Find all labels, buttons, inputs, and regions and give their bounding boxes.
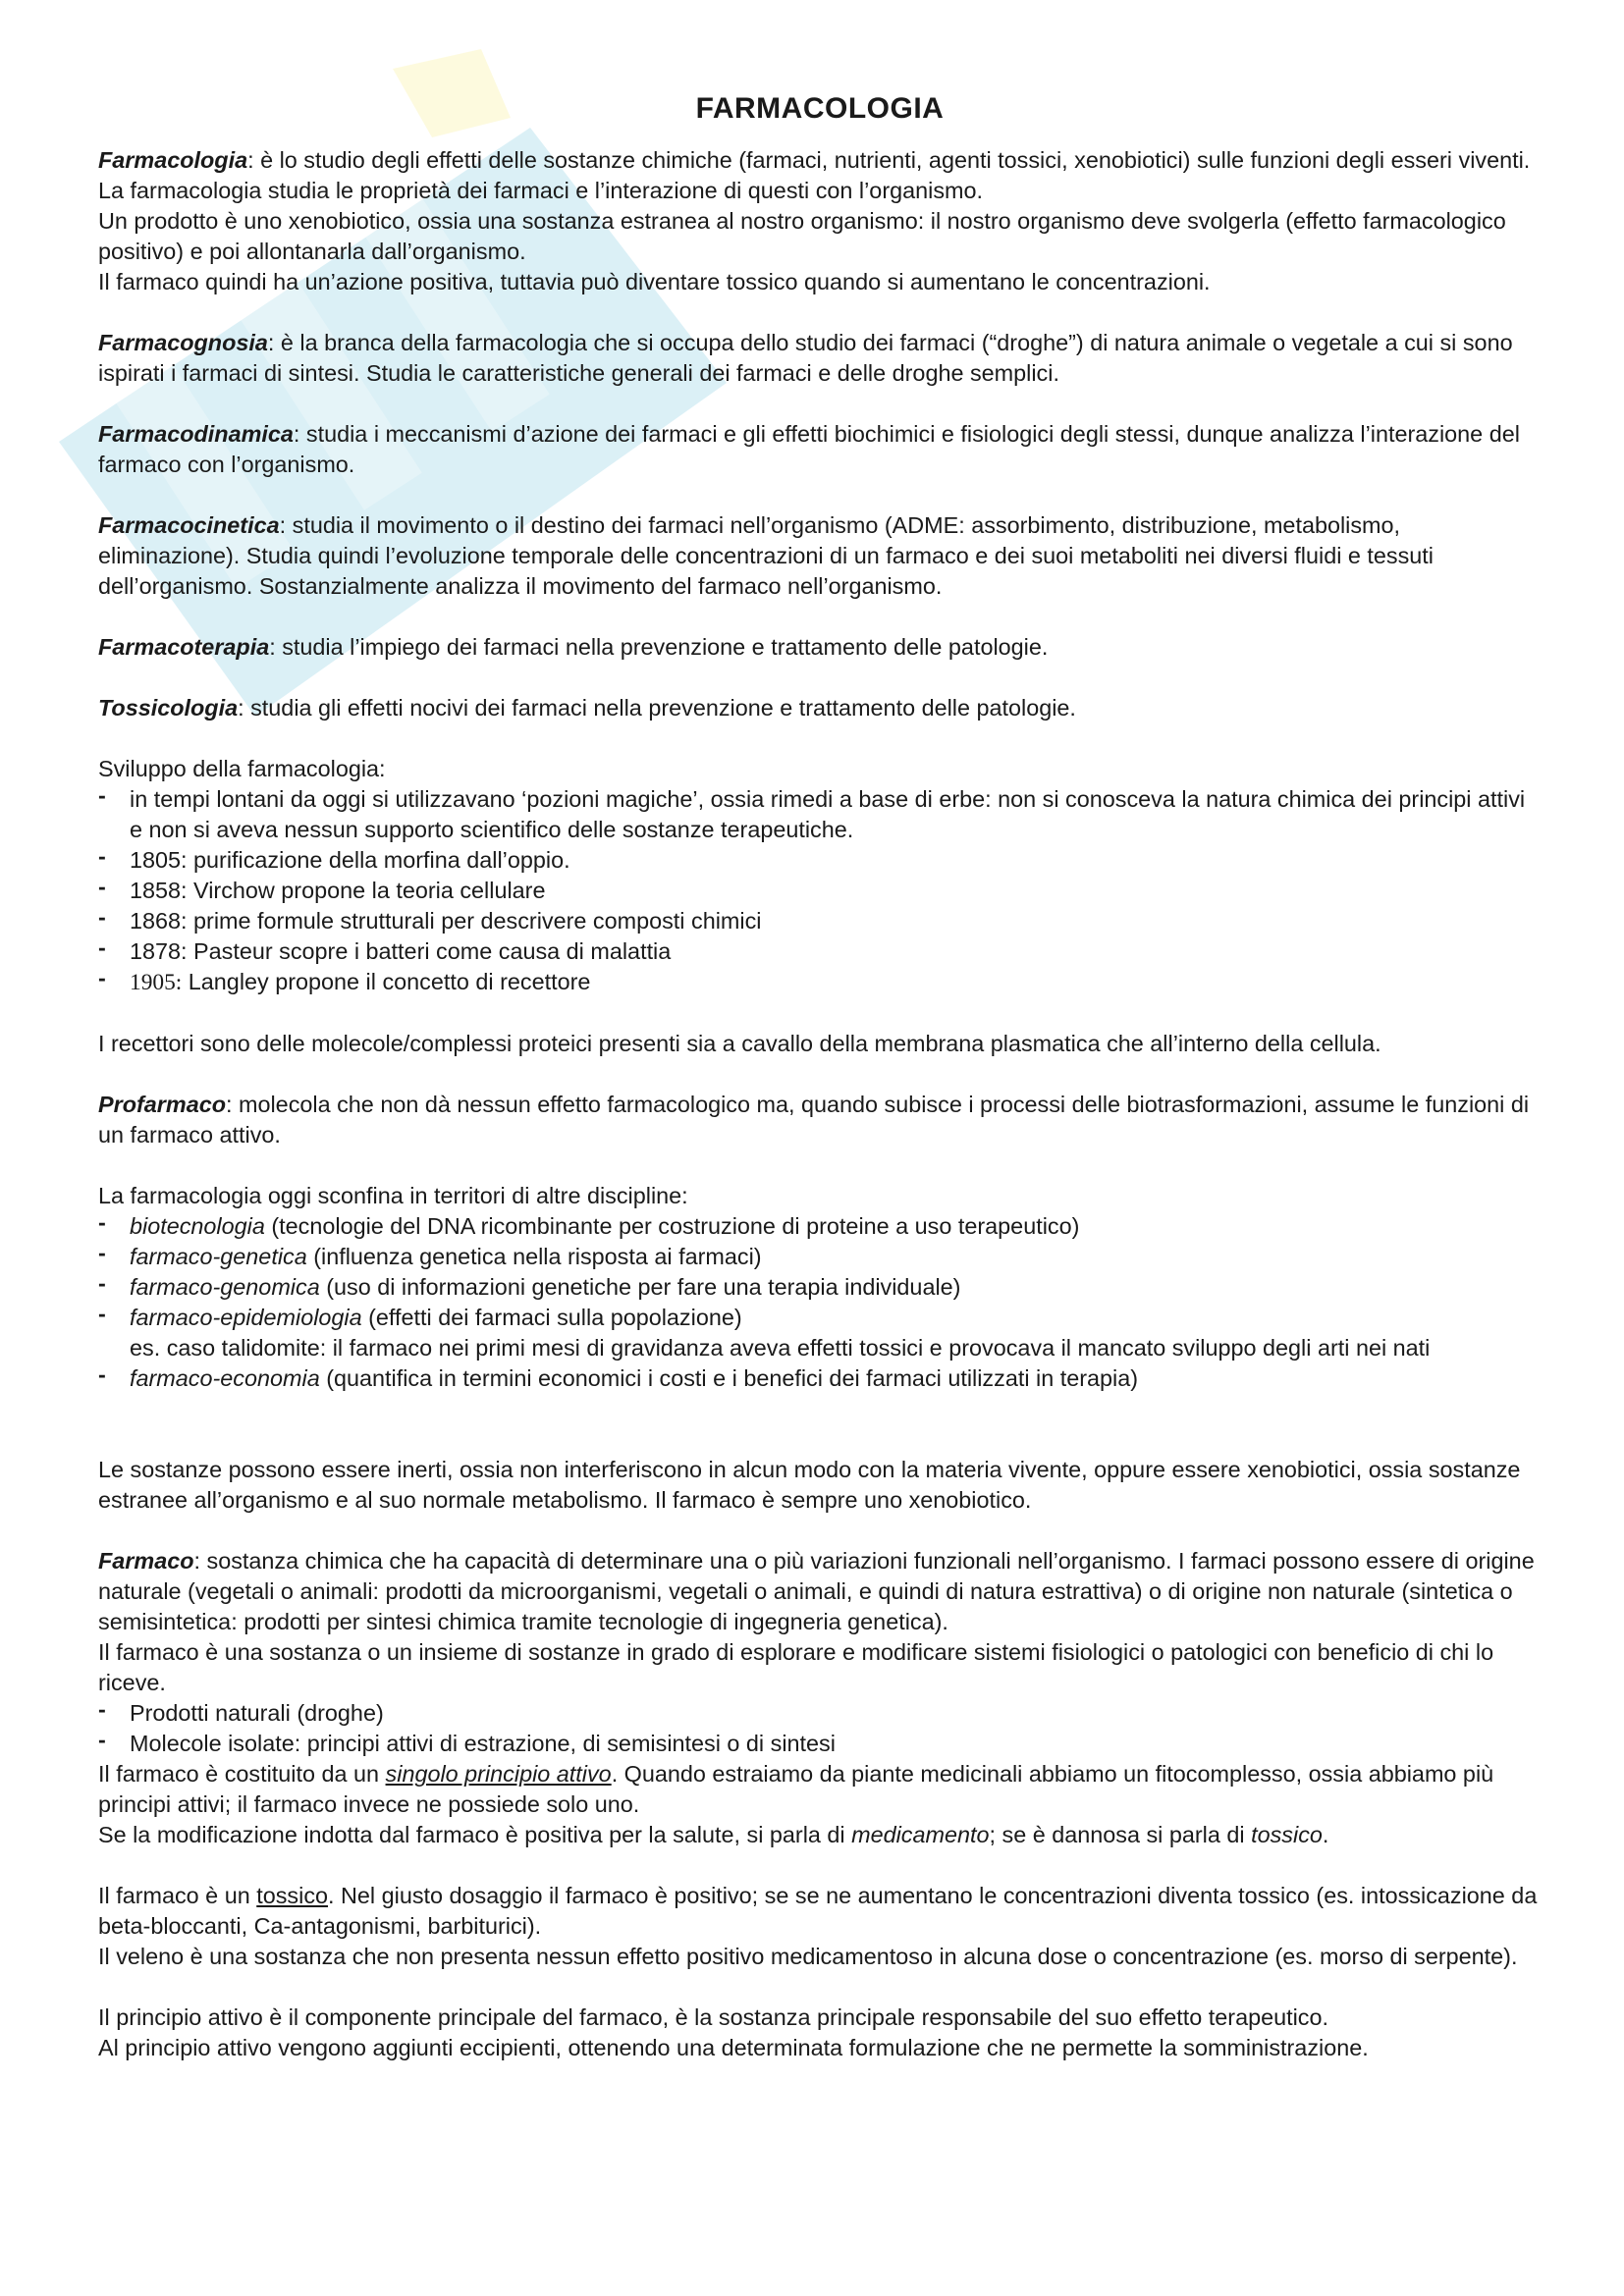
list-item bbox=[98, 1363, 1542, 1394]
talidomide-example: es. caso talidomite: il farmaco nei primi mesi di gravidanza aveva effetti tossici e provocava il mancato sviluppo degli arti nei nati bbox=[130, 1335, 1431, 1361]
principio-line2: Al principio attivo vengono aggiunti eccipienti, ottenendo una determinata formulazione che ne permette la somministrazione. bbox=[98, 2035, 1369, 2060]
section-farmacoterapia bbox=[98, 632, 1542, 663]
page-title: FARMACOLOGIA bbox=[695, 92, 945, 125]
tossico-a: Il farmaco è un bbox=[98, 1883, 257, 1908]
singolo-principio-attivo: singolo principio attivo bbox=[385, 1761, 612, 1787]
list-item bbox=[98, 1211, 1542, 1242]
list-item bbox=[98, 1272, 1542, 1303]
tossico-b: . Nel giusto dosaggio il farmaco è positivo; se se ne aumentano le concentrazioni diventa tossico (es. intossicazione da beta-bloccanti, Ca-antagonismi, barbiturici). bbox=[98, 1883, 1538, 1939]
discipline-heading: La farmacologia oggi sconfina in territori di altre discipline: bbox=[98, 1183, 688, 1208]
tossico-underline: tossico bbox=[256, 1883, 329, 1908]
discipline-desc: (influenza genetica nella risposta ai farmaci) bbox=[306, 1244, 762, 1269]
term-profarmaco: Profarmaco bbox=[98, 1092, 226, 1117]
tossico-term: tossico bbox=[1251, 1822, 1323, 1847]
term-farmacologia: Farmacologia bbox=[98, 147, 248, 173]
farmacologia-line2: Un prodotto è uno xenobiotico, ossia una sostanza estranea al nostro organismo: il nostro organismo deve svolgerla (effetto farmacologico positivo) e poi allontanarla dall’organismo. bbox=[98, 208, 1506, 264]
farmacologia-line3: Il farmaco quindi ha un’azione positiva, tuttavia può diventare tossico quando si aumentano le concentrazioni. bbox=[98, 269, 1211, 294]
discipline-term: biotecnologia bbox=[130, 1213, 265, 1239]
farmaco-line4-a: Se la modificazione indotta dal farmaco è positiva per la salute, si parla di bbox=[98, 1822, 852, 1847]
term-farmacognosia: Farmacognosia bbox=[98, 330, 268, 355]
discipline-desc: (effetti dei farmaci sulla popolazione) bbox=[361, 1305, 742, 1330]
tossico-line1 bbox=[98, 1881, 1542, 1942]
profarmaco-text: : molecola che non dà nessun effetto farmacologico ma, quando subisce i processi delle biotrasformazioni, assume le funzioni di un farmaco attivo. bbox=[98, 1092, 1530, 1148]
veleno-line: Il veleno è una sostanza che non presenta nessun effetto positivo medicamentoso in alcuna dose o concentrazione (es. morso di serpente). bbox=[98, 1944, 1518, 1969]
langley-text: Langley propone il concetto di recettore bbox=[182, 969, 591, 994]
farmaco-line2: Il farmaco è una sostanza o un insieme di sostanze in grado di esplorare e modificare sistemi fisiologici o patologici con beneficio di chi lo riceve. bbox=[98, 1639, 1494, 1695]
discipline-term: farmaco-epidemiologia bbox=[130, 1305, 362, 1330]
discipline-desc: (uso di informazioni genetiche per fare una terapia individuale) bbox=[319, 1274, 961, 1300]
section-farmacologia bbox=[98, 145, 1542, 297]
section-recettori: I recettori sono delle molecole/complessi proteici presenti sia a cavallo della membrana plasmatica che all’interno della cellula. bbox=[98, 1031, 1381, 1056]
section-sviluppo bbox=[98, 754, 1542, 998]
farmaco-line3-b: . Quando estraiamo da piante medicinali abbiamo un fitocomplesso, ossia abbiamo più principi attivi; il farmaco invece ne possiede solo uno. bbox=[98, 1761, 1494, 1817]
list-item: - 1805: purificazione della morfina dall’oppio. bbox=[98, 845, 1542, 876]
farmaco-text: : sostanza chimica che ha capacità di determinare una o più variazioni funzionali nell’organismo. I farmaci possono essere di origine naturale (vegetali o animali: prodotti da microorganismi, vegetali o animali, e quindi di natura estrattiva) o di origine non naturale (sintetica o semisintetica: prodotti per sintesi chimica tramite tecnologie di ingegneria genetica). bbox=[98, 1548, 1535, 1634]
term-farmaco: Farmaco bbox=[98, 1548, 194, 1574]
farmacognosia-text: : è la branca della farmacologia che si occupa dello studio dei farmaci (“droghe”) di natura animale o vegetale a cui si sono ispirati i farmaci di sintesi. Studia le caratteristiche generali dei farmaci e delle droghe semplici. bbox=[98, 330, 1513, 386]
section-tossico bbox=[98, 1881, 1542, 1972]
section-discipline bbox=[98, 1181, 1542, 1394]
list-item: - Molecole isolate: principi attivi di estrazione, di semisintesi o di sintesi bbox=[98, 1729, 1542, 1759]
section-tossicologia bbox=[98, 693, 1542, 723]
farmaco-line4-c: . bbox=[1322, 1822, 1329, 1847]
section-farmacodinamica bbox=[98, 419, 1542, 480]
sviluppo-list bbox=[98, 784, 1542, 998]
farmaco-list bbox=[98, 1698, 1542, 1759]
spacer bbox=[98, 1394, 1542, 1455]
medicamento-term: medicamento bbox=[851, 1822, 990, 1847]
term-farmacocinetica: Farmacocinetica bbox=[98, 512, 280, 538]
farmacocinetica-text: : studia il movimento o il destino dei farmaci nell’organismo (ADME: assorbimento, distribuzione, metabolismo, eliminazione). Studia quindi l’evoluzione temporale delle concentrazioni di un farmaco e dei suoi metaboliti nei diversi fluidi e tessuti dell’organismo. Sostanzialmente analizza il movimento del farmaco nell’organismo. bbox=[98, 512, 1435, 599]
farmaco-line4-b: ; se è dannosa si parla di bbox=[989, 1822, 1252, 1847]
section-farmaco bbox=[98, 1546, 1542, 1850]
list-item bbox=[98, 1242, 1542, 1272]
principio-line1: Il principio attivo è il componente principale del farmaco, è la sostanza principale responsabile del suo effetto terapeutico. bbox=[98, 2004, 1328, 2030]
discipline-term: farmaco-economia bbox=[130, 1365, 320, 1391]
discipline-desc: (quantifica in termini economici i costi e i benefici dei farmaci utilizzati in terapia) bbox=[319, 1365, 1139, 1391]
discipline-list bbox=[98, 1211, 1542, 1394]
section-farmacognosia bbox=[98, 328, 1542, 389]
term-farmacodinamica: Farmacodinamica bbox=[98, 421, 294, 447]
farmaco-line4 bbox=[98, 1820, 1542, 1850]
year-1905: 1905: bbox=[130, 970, 183, 995]
farmacologia-definition bbox=[98, 145, 1542, 206]
list-item: - Prodotti naturali (droghe) bbox=[98, 1698, 1542, 1729]
section-sostanze: Le sostanze possono essere inerti, ossia non interferiscono in alcun modo con la materia vivente, oppure essere xenobiotici, ossia sostanze estranee all’organismo e al suo normale metabolismo. Il farmaco è sempre uno xenobiotico. bbox=[98, 1457, 1521, 1513]
sviluppo-heading: Sviluppo della farmacologia: bbox=[98, 756, 386, 781]
list-item bbox=[98, 967, 1542, 998]
list-item bbox=[98, 1303, 1542, 1363]
list-item: - 1868: prime formule strutturali per descrivere composti chimici bbox=[98, 906, 1542, 936]
document-page bbox=[98, 90, 1542, 2063]
farmacologia-text: : è lo studio degli effetti delle sostanze chimiche (farmaci, nutrienti, agenti tossici, xenobiotici) sulle funzioni degli esseri viventi. La farmacologia studia le proprietà dei farmaci e l’interazione di questi con l’organismo. bbox=[98, 147, 1531, 203]
term-farmacoterapia: Farmacoterapia bbox=[98, 634, 270, 660]
discipline-desc: (tecnologie del DNA ricombinante per costruzione di proteine a uso terapeutico) bbox=[264, 1213, 1080, 1239]
list-item: - in tempi lontani da oggi si utilizzavano ‘pozioni magiche’, ossia rimedi a base di erbe: non si conosceva la natura chimica dei principi attivi e non si aveva nessun supporto scientifico delle sostanze terapeutiche. bbox=[98, 784, 1542, 845]
farmacoterapia-text: : studia l’impiego dei farmaci nella prevenzione e trattamento delle patologie. bbox=[269, 634, 1049, 660]
farmaco-line3 bbox=[98, 1759, 1542, 1820]
list-item: - 1858: Virchow propone la teoria cellulare bbox=[98, 876, 1542, 906]
section-farmacocinetica bbox=[98, 510, 1542, 602]
farmaco-line3-a: Il farmaco è costituito da un bbox=[98, 1761, 386, 1787]
section-principio bbox=[98, 2002, 1542, 2063]
term-tossicologia: Tossicologia bbox=[98, 695, 239, 721]
tossicologia-text: : studia gli effetti nocivi dei farmaci nella prevenzione e trattamento delle patologie. bbox=[238, 695, 1076, 721]
list-item: - 1878: Pasteur scopre i batteri come causa di malattia bbox=[98, 936, 1542, 967]
farmaco-definition bbox=[98, 1546, 1542, 1637]
farmacodinamica-text: : studia i meccanismi d’azione dei farmaci e gli effetti biochimici e fisiologici degli stessi, dunque analizza l’interazione del farmaco con l’organismo. bbox=[98, 421, 1520, 477]
discipline-term: farmaco-genomica bbox=[130, 1274, 320, 1300]
section-profarmaco bbox=[98, 1090, 1542, 1150]
discipline-term: farmaco-genetica bbox=[130, 1244, 307, 1269]
